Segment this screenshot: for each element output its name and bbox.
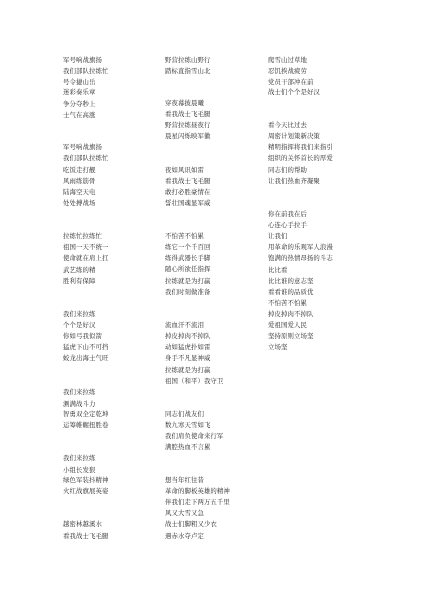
- poem-line: 士气在高涨: [63, 111, 96, 119]
- poem-line: 火红战旗展英姿: [63, 487, 109, 495]
- poem-line: 同志们的帮助: [268, 166, 307, 174]
- poem-line: 战士们脚粗又少衣: [165, 520, 217, 528]
- poem-line: 风又大雪又急: [165, 509, 204, 517]
- poem-line: 练得武器长手脚: [165, 254, 211, 262]
- poem-line: 陆海空天电: [63, 188, 96, 196]
- poem-line: 军号响战旗扬: [63, 143, 102, 151]
- poem-line: 祖国一天不统一: [63, 243, 109, 251]
- poem-line: 拉练忙拉练忙: [63, 232, 102, 240]
- poem-line: 伴我们走下两万五千里: [165, 498, 230, 506]
- poem-line: 蛟龙出海士气旺: [63, 354, 109, 362]
- poem-line: 比比谁的意志坚: [268, 277, 314, 285]
- poem-line: 爬雪山过草地: [268, 56, 307, 64]
- poem-line: 争分夺秒上: [63, 100, 96, 108]
- poem-line: 不怕苦不怕累: [268, 299, 307, 307]
- poem-line: 我们时刻做准备: [165, 288, 211, 296]
- poem-line: 战士们个个是好汉: [268, 88, 320, 96]
- poem-line: 穿夜幕披晨曦: [165, 99, 204, 107]
- poem-line: 拉练就是为打赢: [165, 366, 211, 374]
- poem-line: 号令捷山岳: [63, 78, 96, 86]
- poem-line: 我们肩负使命来行军: [165, 432, 224, 440]
- poem-line: 吃饭走打靓: [63, 166, 96, 174]
- poem-line: 猛虎下山不可挡: [63, 343, 109, 351]
- poem-line: 看今天比过去: [268, 121, 307, 129]
- poem-line: 胜利有保障: [63, 277, 96, 285]
- poem-line: 心连心手拉手: [268, 221, 307, 229]
- poem-line: 革命的脚板英雄的精神: [165, 487, 230, 495]
- poem-line: 掉皮掉肉不掉队: [268, 310, 314, 318]
- poem-line: 党员干部冲在前: [268, 78, 314, 86]
- poem-line: 动如猛虎扑如雷: [165, 343, 211, 351]
- poem-line: 看看谁的品质优: [268, 288, 314, 296]
- poem-line: 祖国（和平）我守卫: [165, 377, 224, 385]
- poem-line: 使命就在肩上扛: [63, 254, 109, 262]
- poem-line: 用革命的乐观军人浪漫: [268, 243, 333, 251]
- poem-line: 智勇双全定乾坤: [63, 410, 109, 418]
- poem-line: 周密计划策新决策: [268, 132, 320, 140]
- poem-line: 测满战斗力: [63, 400, 96, 408]
- poem-line: 敢打必胜豪情在: [165, 188, 211, 196]
- poem-line: 数九寒天雪如飞: [165, 421, 211, 429]
- poem-line: 誓壮国魂显军威: [165, 199, 211, 207]
- poem-line: 掉皮掉肉不掉队: [165, 332, 211, 340]
- poem-line: 野营拉练昼夜行: [165, 121, 211, 129]
- poem-line: 军号响战旗扬: [63, 56, 102, 64]
- poem-line: 野营拉练山野行: [165, 56, 211, 64]
- poem-line: 满腔热血不言累: [165, 443, 211, 451]
- poem-line: 随心所欲任指挥: [165, 265, 211, 273]
- poem-line: 小组长发狠: [63, 466, 96, 474]
- poem-line: 拉练就是为打赢: [165, 277, 211, 285]
- poem-line: 立场坚: [268, 343, 288, 351]
- poem-line: 你在前我在后: [268, 210, 307, 218]
- poem-line: 流血汗不流泪: [165, 321, 204, 329]
- poem-line: 武艺练的精: [63, 266, 96, 274]
- poem-line: 看我战士飞毛腿: [165, 110, 211, 118]
- poem-column-left: [63, 0, 173, 600]
- poem-line: 我们部队拉练忙: [63, 67, 109, 75]
- poem-line: 组织的关怀首长的厚爱: [268, 154, 333, 162]
- poem-line: 想当年红往昔: [165, 476, 204, 484]
- poem-column-middle: [165, 0, 275, 600]
- poem-line: 我们来拉练: [63, 310, 96, 318]
- poem-line: 个个是好汉: [63, 321, 96, 329]
- poem-line: 看我战士飞毛腿: [63, 532, 109, 540]
- poem-line: 忍饥挨战疲劳: [268, 67, 307, 75]
- poem-line: 爱祖国爱人民: [268, 321, 307, 329]
- poem-column-right: [268, 0, 378, 600]
- poem-line: 夜如风讯如雷: [165, 166, 204, 174]
- poem-line: 迷彩奏乐章: [63, 88, 96, 96]
- poem-line: 精明指挥将我们来指引: [268, 143, 333, 151]
- poem-line: 坚持原则立场坚: [268, 332, 314, 340]
- poem-line: 越密林越溪水: [63, 520, 102, 528]
- poem-line: 不怕苦不怕累: [165, 232, 204, 240]
- poem-line: 我们部队拉练忙: [63, 154, 109, 162]
- poem-line: 风雨练筋骨: [63, 177, 96, 185]
- poem-line: 遇赤水夺卢定: [165, 532, 204, 540]
- poem-line: 处处搏战场: [63, 199, 96, 207]
- poem-line: 我们来拉练: [63, 454, 96, 462]
- poem-line: 运筹帷幄扭胜卷: [63, 421, 109, 429]
- poem-line: 踏标直指雪山北: [165, 67, 211, 75]
- poem-line: 看我战士飞毛腿: [165, 177, 211, 185]
- poem-line: 身手不凡显神威: [165, 354, 211, 362]
- poem-line: 饱满的热情昂扬的斗志: [268, 254, 333, 262]
- poem-line: 让我们: [268, 232, 288, 240]
- poem-line: 让我们热血齐凝聚: [268, 177, 320, 185]
- poem-line: 你如弓我似箭: [63, 332, 102, 340]
- poem-line: 晨星闪烁映军徽: [165, 132, 211, 140]
- poem-line: 我们来拉练: [63, 388, 96, 396]
- poem-line: 绿色军装抖精神: [63, 476, 109, 484]
- poem-line: 同志们战友们: [165, 410, 204, 418]
- poem-line: 练它一个千百回: [165, 243, 211, 251]
- poem-line: 比比看: [268, 266, 288, 274]
